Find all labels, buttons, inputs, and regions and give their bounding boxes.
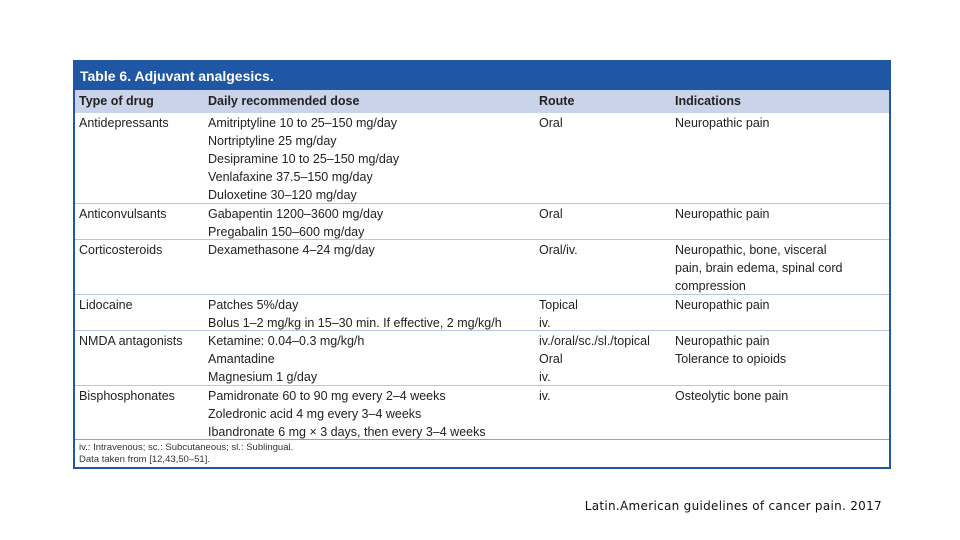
cell-indications-line: Neuropathic pain bbox=[675, 207, 770, 221]
cell-indications bbox=[671, 332, 889, 385]
cell-drug-type bbox=[75, 296, 204, 330]
cell-dose-line: Venlafaxine 37.5–150 mg/day bbox=[208, 170, 373, 184]
cell-route bbox=[535, 114, 671, 203]
table-row bbox=[75, 113, 889, 203]
table-header-row bbox=[75, 90, 889, 113]
cell-dose-line: Bolus 1–2 mg/kg in 15–30 min. If effective, 2 mg/kg/h bbox=[208, 316, 502, 330]
cell-indications bbox=[671, 205, 889, 239]
footnote-abbreviations: iv.: Intravenous; sc.: Subcutaneous; sl.: Sublingual. bbox=[79, 442, 294, 453]
cell-dose-line: Ketamine: 0.04–0.3 mg/kg/h bbox=[208, 334, 365, 348]
cell-drug-type-line: Anticonvulsants bbox=[79, 207, 167, 221]
cell-dose-line: Gabapentin 1200–3600 mg/day bbox=[208, 207, 384, 221]
adjuvant-analgesics-table bbox=[73, 60, 891, 469]
cell-drug-type bbox=[75, 241, 204, 294]
cell-dose-line: Amitriptyline 10 to 25–150 mg/day bbox=[208, 116, 397, 130]
cell-route-line: iv./oral/sc./sl./topical bbox=[539, 334, 650, 348]
table-row bbox=[75, 385, 889, 439]
table-row bbox=[75, 203, 889, 239]
cell-route-line: Oral bbox=[539, 207, 563, 221]
cell-route-line: iv. bbox=[539, 370, 551, 384]
cell-indications-line: Neuropathic pain bbox=[675, 116, 770, 130]
cell-indications-line: pain, brain edema, spinal cord bbox=[675, 261, 843, 275]
cell-route bbox=[535, 387, 671, 439]
footnote-sources: Data taken from [12,43,50–51]. bbox=[79, 454, 210, 465]
cell-dose-line: Magnesium 1 g/day bbox=[208, 370, 318, 384]
cell-dose bbox=[204, 332, 535, 385]
table-row bbox=[75, 239, 889, 294]
table-footnotes bbox=[75, 439, 889, 466]
cell-indications-line: Neuropathic pain bbox=[675, 298, 770, 312]
cell-dose bbox=[204, 114, 535, 203]
cell-drug-type bbox=[75, 114, 204, 203]
cell-indications bbox=[671, 296, 889, 330]
cell-route-line: Oral/iv. bbox=[539, 243, 578, 257]
cell-route-line: Oral bbox=[539, 352, 563, 366]
cell-dose-line: Patches 5%/day bbox=[208, 298, 299, 312]
cell-dose-line: Ibandronate 6 mg × 3 days, then every 3–4 weeks bbox=[208, 425, 486, 439]
cell-indications-line: Neuropathic, bone, visceral bbox=[675, 243, 827, 257]
header-type: Type of drug bbox=[79, 94, 154, 108]
header-indications: Indications bbox=[675, 94, 741, 108]
table-row bbox=[75, 330, 889, 385]
cell-drug-type bbox=[75, 332, 204, 385]
cell-indications-line: Tolerance to opioids bbox=[675, 352, 787, 366]
cell-indications bbox=[671, 387, 889, 439]
header-dose: Daily recommended dose bbox=[208, 94, 360, 108]
cell-indications-line: Neuropathic pain bbox=[675, 334, 770, 348]
cell-dose bbox=[204, 241, 535, 294]
cell-indications bbox=[671, 114, 889, 203]
cell-drug-type-line: Bisphosphonates bbox=[79, 389, 175, 403]
cell-dose-line: Nortriptyline 25 mg/day bbox=[208, 134, 337, 148]
cell-dose bbox=[204, 205, 535, 239]
cell-route bbox=[535, 205, 671, 239]
cell-dose bbox=[204, 387, 535, 439]
cell-drug-type-line: Corticosteroids bbox=[79, 243, 163, 257]
cell-dose-line: Desipramine 10 to 25–150 mg/day bbox=[208, 152, 400, 166]
cell-route-line: Topical bbox=[539, 298, 578, 312]
cell-drug-type-line: Lidocaine bbox=[79, 298, 133, 312]
cell-route bbox=[535, 241, 671, 294]
cell-indications-line: compression bbox=[675, 279, 746, 293]
table-row bbox=[75, 294, 889, 330]
cell-dose-line: Pamidronate 60 to 90 mg every 2–4 weeks bbox=[208, 389, 446, 403]
cell-drug-type bbox=[75, 387, 204, 439]
citation-caption: Latin.American guidelines of cancer pain. 2017 bbox=[584, 499, 882, 513]
cell-dose-line: Zoledronic acid 4 mg every 3–4 weeks bbox=[208, 407, 422, 421]
cell-dose-line: Duloxetine 30–120 mg/day bbox=[208, 188, 357, 202]
cell-route-line: iv. bbox=[539, 389, 551, 403]
cell-dose-line: Pregabalin 150–600 mg/day bbox=[208, 225, 365, 239]
table-body bbox=[75, 113, 889, 439]
table-title: Table 6. Adjuvant analgesics. bbox=[75, 62, 889, 90]
cell-drug-type-line: NMDA antagonists bbox=[79, 334, 183, 348]
cell-route bbox=[535, 296, 671, 330]
cell-dose-line: Dexamethasone 4–24 mg/day bbox=[208, 243, 375, 257]
cell-dose-line: Amantadine bbox=[208, 352, 275, 366]
cell-route-line: Oral bbox=[539, 116, 563, 130]
cell-route-line: iv. bbox=[539, 316, 551, 330]
header-route: Route bbox=[539, 94, 575, 108]
cell-drug-type bbox=[75, 205, 204, 239]
cell-indications-line: Osteolytic bone pain bbox=[675, 389, 789, 403]
cell-route bbox=[535, 332, 671, 385]
cell-indications bbox=[671, 241, 889, 294]
cell-drug-type-line: Antidepressants bbox=[79, 116, 169, 130]
cell-dose bbox=[204, 296, 535, 330]
